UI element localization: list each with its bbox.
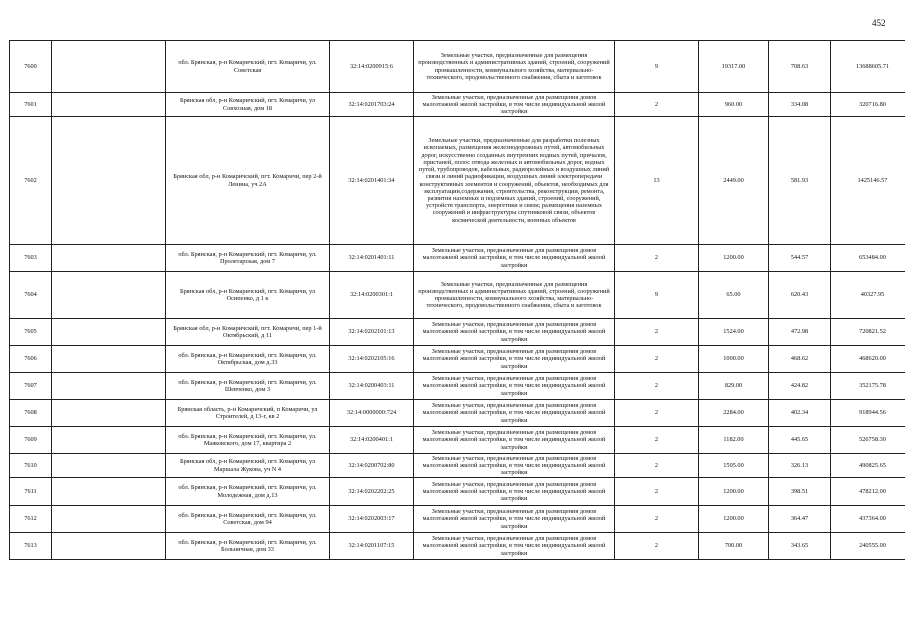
row-number: 7612: [10, 506, 52, 533]
use-group-cell: 2: [615, 346, 699, 373]
cadastral-value-cell: 526758.30: [831, 427, 905, 454]
cadastral-number-cell: 32:14:0200915:6: [330, 41, 414, 93]
area-cell: 19317.00: [699, 41, 769, 93]
row-number: 7606: [10, 346, 52, 373]
cadastral-value-cell: 478212.00: [831, 478, 905, 506]
address-cell: обл. Брянская, р-н Комаричский, пгт. Комаричи, ул. Маяковского, дом 17, квартира 2: [166, 427, 330, 454]
cadastral-number-cell: 32:14:0201107:15: [330, 533, 414, 560]
row-number: 7607: [10, 373, 52, 400]
blank-cell: [52, 427, 166, 454]
area-cell: 1200.00: [699, 506, 769, 533]
specific-value-cell: 326.13: [769, 454, 831, 478]
address-cell: обл. Брянская, р-н Комаричский, пгт. Комаричи, ул. Советская, дом 94: [166, 506, 330, 533]
address-cell: обл. Брянская, р-н Комаричский, пгт. Комаричи, ул. Молодежная, дом д.13: [166, 478, 330, 506]
row-number: 7609: [10, 427, 52, 454]
row-number: 7605: [10, 319, 52, 346]
specific-value-cell: 445.65: [769, 427, 831, 454]
address-cell: Брянская обл, р-н Комаричский, пгт. Комаричи, ул Маршала Жукова, уч N 4: [166, 454, 330, 478]
land-use-cell: Земельные участки, предназначенные для размещения домов малоэтажной жилой застройки, в том числе индивидуальной жилой застройки: [414, 533, 615, 560]
area-cell: 960.00: [699, 93, 769, 117]
specific-value-cell: 398.51: [769, 478, 831, 506]
area-cell: 2284.00: [699, 400, 769, 427]
cadastral-number-cell: 32:14:0202003:17: [330, 506, 414, 533]
land-use-cell: Земельные участки, предназначенные для размещения домов малоэтажной жилой застройки, в том числе индивидуальной жилой застройки: [414, 346, 615, 373]
use-group-cell: 2: [615, 93, 699, 117]
cadastral-number-cell: 32:14:0201401:11: [330, 245, 414, 272]
cadastral-value-cell: 240555.00: [831, 533, 905, 560]
row-number: 7610: [10, 454, 52, 478]
table-row: [10, 506, 905, 533]
cadastral-value-cell: 40327.95: [831, 272, 905, 319]
area-cell: 1524.00: [699, 319, 769, 346]
area-cell: 2449.00: [699, 117, 769, 245]
address-cell: Брянская область, р-н Комаричский, п Комаричи, ул Строителей, д 13-г, кв 2: [166, 400, 330, 427]
cadastral-value-cell: 320716.80: [831, 93, 905, 117]
specific-value-cell: 364.47: [769, 506, 831, 533]
blank-cell: [52, 533, 166, 560]
address-cell: обл. Брянская, р-н Комаричский, пгт. Комаричи, ул. Октябрьская, дом д.33: [166, 346, 330, 373]
cadastral-value-cell: 437364.00: [831, 506, 905, 533]
cadastral-number-cell: 32:14:0202101:13: [330, 319, 414, 346]
table-row: [10, 454, 905, 478]
cadastral-number-cell: 32:14:0201401:34: [330, 117, 414, 245]
cadastral-number-cell: 32:14:0200403:11: [330, 373, 414, 400]
row-number: 7603: [10, 245, 52, 272]
address-cell: Брянская обл, р-н Комаричский, пгт. Комаричи, ул Совхозная, дом 18: [166, 93, 330, 117]
area-cell: 1200.00: [699, 478, 769, 506]
address-cell: Брянская обл, р-н Комаричский, пгт. Комаричи, пер 2-й Ленина, уч 2А: [166, 117, 330, 245]
specific-value-cell: 424.82: [769, 373, 831, 400]
land-use-cell: Земельные участки, предназначенные для размещения производственных и административных зданий, строений, сооружений промышленности, коммунального хозяйства, материально-технического, продовольственного снабжения, сбыта и заготовок: [414, 272, 615, 319]
row-number: 7604: [10, 272, 52, 319]
use-group-cell: 2: [615, 533, 699, 560]
land-use-cell: Земельные участки, предназначенные для размещения домов малоэтажной жилой застройки, в том числе индивидуальной жилой застройки: [414, 478, 615, 506]
cadastral-value-cell: 1425146.57: [831, 117, 905, 245]
table-row: [10, 373, 905, 400]
table-row: [10, 427, 905, 454]
use-group-cell: 2: [615, 454, 699, 478]
use-group-cell: 2: [615, 506, 699, 533]
cadastral-value-cell: 13688605.71: [831, 41, 905, 93]
row-number: 7602: [10, 117, 52, 245]
use-group-cell: 2: [615, 427, 699, 454]
blank-cell: [52, 117, 166, 245]
table-row: [10, 41, 905, 93]
specific-value-cell: 468.62: [769, 346, 831, 373]
land-use-cell: Земельные участки, предназначенные для размещения домов малоэтажной жилой застройки, в том числе индивидуальной жилой застройки: [414, 506, 615, 533]
table-row: [10, 245, 905, 272]
land-use-cell: Земельные участки, предназначенные для размещения домов малоэтажной жилой застройки, в том числе индивидуальной жилой застройки: [414, 245, 615, 272]
table-row: [10, 478, 905, 506]
cadastral-number-cell: 32:14:0200702:80: [330, 454, 414, 478]
land-use-cell: Земельные участки, предназначенные для разработки полезных ископаемых, размещения железнодорожных путей, автомобильных дорог, искусственно созданных внутренних водных путей, причалов, пристаней, полос отвода железных и автомобильных дорог, водных путей, трубопроводов, кабельных, радиорелейных и воздушных линий связи и линий радиофикации, воздушных линий электропередачи конструктивных элементов и сооружений, объектов, необходимых для эксплуатации,содержания, строительства, реконструкции, ремонта, развития наземных и подземных зданий, строений, сооружений, устройств транспорта, энергетики и связи; размещения наземных сооружений и инфраструктуры спутниковой связи, объектов космической деятельности, военных объектов: [414, 117, 615, 245]
use-group-cell: 9: [615, 272, 699, 319]
cadastral-number-cell: 32:14:0202105:16: [330, 346, 414, 373]
blank-cell: [52, 319, 166, 346]
land-use-cell: Земельные участки, предназначенные для размещения домов малоэтажной жилой застройки, в том числе индивидуальной жилой застройки: [414, 93, 615, 117]
address-cell: обл. Брянская, р-н Комаричский, пгт. Комаричи, ул. Пролетарская, дом 7: [166, 245, 330, 272]
use-group-cell: 2: [615, 245, 699, 272]
specific-value-cell: 472.98: [769, 319, 831, 346]
cadastral-value-cell: 468620.00: [831, 346, 905, 373]
cadastral-value-cell: 653484.00: [831, 245, 905, 272]
address-cell: Брянская обл, р-н Комаричский, пгт. Комаричи, пер 1-й Октябрьский, д 11: [166, 319, 330, 346]
land-registry-table: [9, 40, 905, 560]
land-use-cell: Земельные участки, предназначенные для размещения домов малоэтажной жилой застройки, в том числе индивидуальной жилой застройки: [414, 454, 615, 478]
area-cell: 700.00: [699, 533, 769, 560]
specific-value-cell: 334.08: [769, 93, 831, 117]
row-number: 7601: [10, 93, 52, 117]
use-group-cell: 9: [615, 41, 699, 93]
address-cell: обл. Брянская, р-н Комаричский, пгт. Комаричи, ул. Больничная, дом 33: [166, 533, 330, 560]
table-row: [10, 533, 905, 560]
land-use-cell: Земельные участки, предназначенные для размещения домов малоэтажной жилой застройки, в том числе индивидуальной жилой застройки: [414, 400, 615, 427]
cadastral-value-cell: 490825.65: [831, 454, 905, 478]
blank-cell: [52, 346, 166, 373]
table-body: [10, 41, 905, 560]
blank-cell: [52, 245, 166, 272]
table-row: [10, 400, 905, 427]
area-cell: 1000.00: [699, 346, 769, 373]
cadastral-number-cell: 32:14:0200301:1: [330, 272, 414, 319]
use-group-cell: 2: [615, 400, 699, 427]
cadastral-number-cell: 32:14:0200401:1: [330, 427, 414, 454]
table-row: [10, 346, 905, 373]
specific-value-cell: 544.57: [769, 245, 831, 272]
land-use-cell: Земельные участки, предназначенные для размещения домов малоэтажной жилой застройки, в том числе индивидуальной жилой застройки: [414, 427, 615, 454]
use-group-cell: 2: [615, 319, 699, 346]
table-row: [10, 319, 905, 346]
row-number: 7608: [10, 400, 52, 427]
blank-cell: [52, 478, 166, 506]
specific-value-cell: 620.43: [769, 272, 831, 319]
blank-cell: [52, 41, 166, 93]
cadastral-number-cell: 32:14:0201703:24: [330, 93, 414, 117]
row-number: 7611: [10, 478, 52, 506]
address-cell: Брянская обл, р-н Комаричский, пгт. Комаричи, ул Осипенко, д 1 к: [166, 272, 330, 319]
blank-cell: [52, 454, 166, 478]
table-row: [10, 272, 905, 319]
page-number: 452: [872, 18, 886, 28]
use-group-cell: 2: [615, 373, 699, 400]
area-cell: 1200.00: [699, 245, 769, 272]
area-cell: 65.00: [699, 272, 769, 319]
use-group-cell: 2: [615, 478, 699, 506]
table-row: [10, 93, 905, 117]
area-cell: 1505.00: [699, 454, 769, 478]
specific-value-cell: 402.34: [769, 400, 831, 427]
land-use-cell: Земельные участки, предназначенные для размещения домов малоэтажной жилой застройки, в том числе индивидуальной жилой застройки: [414, 373, 615, 400]
cadastral-value-cell: 720821.52: [831, 319, 905, 346]
cadastral-number-cell: 32:14:0202202:25: [330, 478, 414, 506]
blank-cell: [52, 506, 166, 533]
land-use-cell: Земельные участки, предназначенные для размещения домов малоэтажной жилой застройки, в том числе индивидуальной жилой застройки: [414, 319, 615, 346]
cadastral-value-cell: 352175.78: [831, 373, 905, 400]
row-number: 7600: [10, 41, 52, 93]
row-number: 7613: [10, 533, 52, 560]
table-row: [10, 117, 905, 245]
blank-cell: [52, 373, 166, 400]
cadastral-number-cell: 32:14:0000000:724: [330, 400, 414, 427]
use-group-cell: 13: [615, 117, 699, 245]
area-cell: 829.00: [699, 373, 769, 400]
land-use-cell: Земельные участки, предназначенные для размещения производственных и административных зданий, строений, сооружений промышленности, коммунального хозяйства, материально-технического, продовольственного снабжения, сбыта и заготовок: [414, 41, 615, 93]
cadastral-value-cell: 918944.56: [831, 400, 905, 427]
address-cell: обл. Брянская, р-н Комаричский, пгт. Комаричи, ул. Шевченко, дом 3: [166, 373, 330, 400]
specific-value-cell: 343.65: [769, 533, 831, 560]
blank-cell: [52, 272, 166, 319]
area-cell: 1182.00: [699, 427, 769, 454]
specific-value-cell: 708.63: [769, 41, 831, 93]
blank-cell: [52, 400, 166, 427]
address-cell: обл. Брянская, р-н Комаричский, пгт. Комаричи, ул. Советская: [166, 41, 330, 93]
specific-value-cell: 581.93: [769, 117, 831, 245]
blank-cell: [52, 93, 166, 117]
